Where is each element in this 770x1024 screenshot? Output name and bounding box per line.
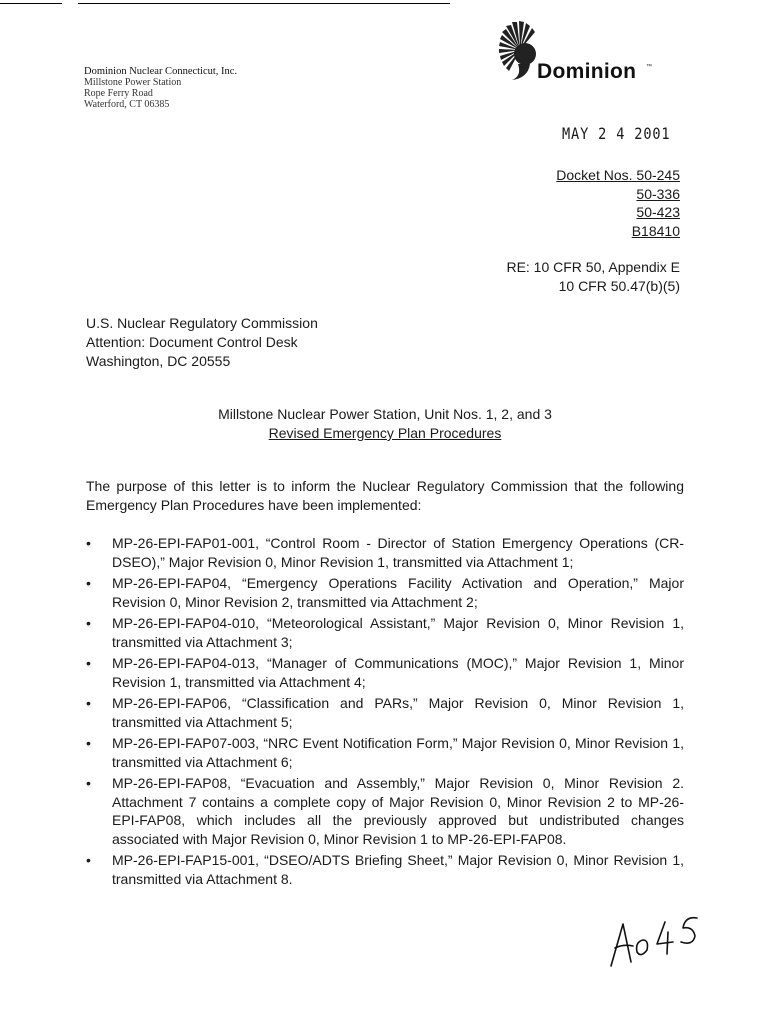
list-item — [86, 534, 684, 571]
dominion-logo — [498, 20, 668, 90]
bullet-icon: • — [86, 655, 91, 671]
list-item-text: MP-26-EPI-FAP04, “Emergency Operations Facility Activation and Operation,” Major Revision 0, Minor Revision 2, transmitted via Attachment 2; — [112, 575, 684, 610]
bullet-icon: • — [86, 695, 91, 711]
subject-block — [0, 405, 770, 443]
procedure-list — [86, 534, 684, 891]
addressee-line: Attention: Document Control Desk — [86, 334, 298, 350]
sender-address — [84, 66, 237, 110]
bullet-icon: • — [86, 775, 91, 791]
docket-line: B18410 — [631, 222, 680, 239]
docket-line: Docket Nos. 50-245 — [556, 167, 680, 183]
list-item-text: MP-26-EPI-FAP04-010, “Meteorological Assistant,” Major Revision 0, Minor Revision 1, transmitted via Attachment 3; — [112, 615, 684, 650]
re-line: RE: 10 CFR 50, Appendix E — [506, 259, 680, 275]
sender-line: Rope Ferry Road — [84, 88, 153, 99]
list-item-text: MP-26-EPI-FAP15-001, “DSEO/ADTS Briefing Sheet,” Major Revision 0, Minor Revision 1, transmitted via Attachment 8. — [112, 852, 684, 887]
list-item — [86, 654, 684, 691]
addressee-block — [86, 314, 318, 371]
bullet-icon: • — [86, 575, 91, 591]
sender-line: Millstone Power Station — [84, 77, 182, 88]
bullet-icon: • — [86, 735, 91, 751]
sender-org: Dominion Nuclear Connecticut, Inc. — [84, 66, 238, 77]
handwritten-note — [605, 910, 705, 970]
addressee-line: Washington, DC 20555 — [86, 353, 231, 369]
list-item — [86, 614, 684, 651]
addressee-line: U.S. Nuclear Regulatory Commission — [86, 315, 318, 331]
list-item — [86, 851, 684, 888]
top-rule-long — [78, 3, 450, 4]
logo-trademark: ™ — [646, 64, 652, 70]
list-item-text: MP-26-EPI-FAP07-003, “NRC Event Notification Form,” Major Revision 0, Minor Revision 1, transmitted via Attachment 6; — [112, 735, 684, 770]
list-item — [86, 734, 684, 771]
sunburst-icon — [498, 20, 542, 80]
list-item — [86, 774, 684, 848]
intro-paragraph: The purpose of this letter is to inform the Nuclear Regulatory Commission that the following Emergency Plan Procedures have been implemented: — [86, 478, 684, 513]
list-item — [86, 574, 684, 611]
docket-line: 50-423 — [636, 204, 680, 220]
re-block — [506, 258, 680, 295]
list-item-text: MP-26-EPI-FAP08, “Evacuation and Assembly,” Major Revision 0, Minor Revision 2. Attachment 7 contains a complete copy of Major Revision 0, Minor Revision 2 to MP-26-EPI-FAP08, which includes all the previously approved but undistributed changes associated with Major Revision 0, Minor Revision 1 to MP-26-EPI-FAP08. — [112, 775, 684, 847]
docket-line: 50-336 — [636, 185, 680, 202]
docket-block — [556, 166, 680, 240]
top-rule — [0, 3, 62, 4]
sender-line: Waterford, CT 06385 — [84, 99, 170, 110]
re-line: 10 CFR 50.47(b)(5) — [558, 277, 680, 294]
bullet-icon: • — [86, 535, 91, 551]
logo-wordmark: Dominion — [537, 60, 637, 83]
list-item-text: MP-26-EPI-FAP06, “Classification and PARs,” Major Revision 0, Minor Revision 1, transmitted via Attachment 5; — [112, 695, 684, 730]
list-item — [86, 694, 684, 731]
date-stamp: MAY 2 4 2001 — [562, 124, 671, 143]
list-item-text: MP-26-EPI-FAP01-001, “Control Room - Director of Station Emergency Operations (CR-DSEO),” Major Revision 0, Minor Revision 1, transmitted via Attachment 1; — [112, 535, 684, 570]
subject-line: Millstone Nuclear Power Station, Unit Nos. 1, 2, and 3 — [218, 406, 552, 422]
subject-title: Revised Emergency Plan Procedures — [268, 425, 502, 441]
bullet-icon: • — [86, 852, 91, 868]
bullet-icon: • — [86, 615, 91, 631]
list-item-text: MP-26-EPI-FAP04-013, “Manager of Communications (MOC),” Major Revision 1, Minor Revision 1, transmitted via Attachment 4; — [112, 655, 684, 690]
